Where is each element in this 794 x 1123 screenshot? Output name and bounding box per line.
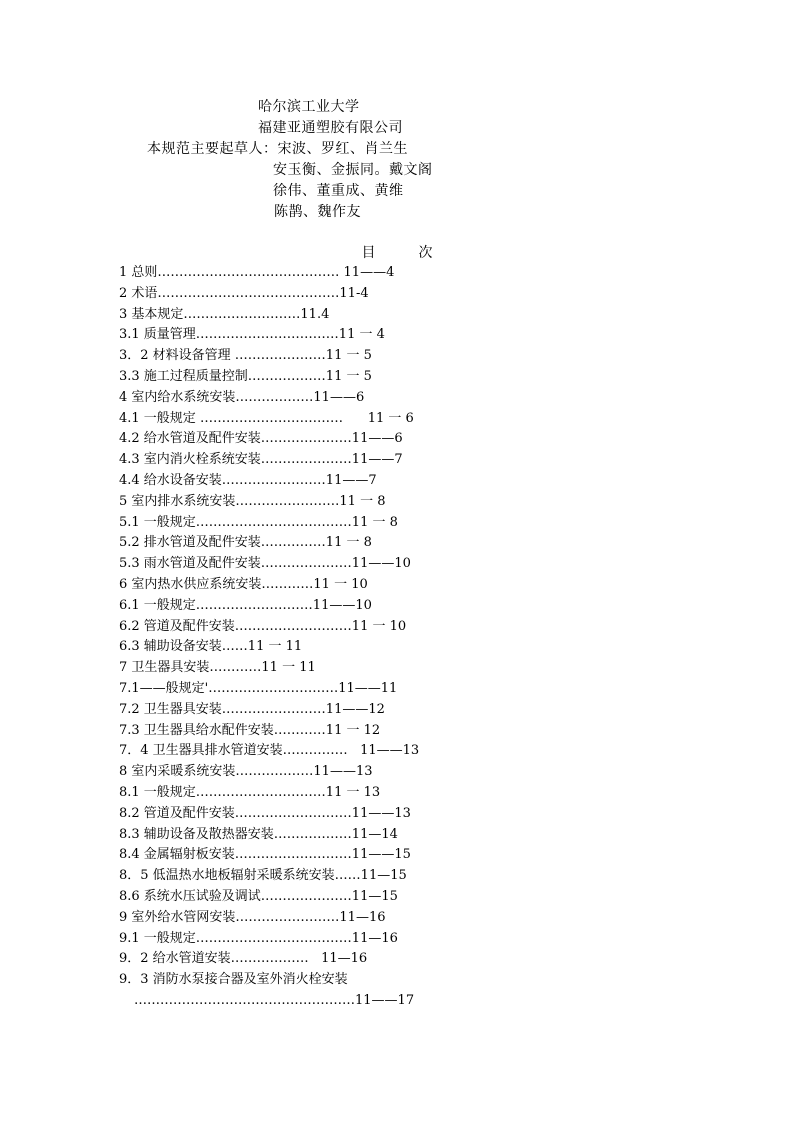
toc-entry: 6.3 辅助设备安装……11 一 11 (119, 639, 303, 654)
drafter-names-4: 陈鹊、魏作友 (274, 204, 361, 220)
toc-entry: 5.3 雨水管道及配件安装…………………11——10 (119, 556, 411, 571)
toc-entry: 7．4 卫生器具排水管道安装…………… 11——13 (119, 743, 420, 758)
toc-entry: 4.2 给水管道及配件安装…………………11——6 (119, 431, 403, 446)
toc-entry: 7.2 卫生器具安装……………………11——12 (119, 702, 385, 717)
toc-title-char-2: 次 (418, 245, 433, 261)
toc-entry: 6 室内热水供应系统安装…………11 一 10 (119, 577, 368, 592)
toc-entry: 7.1——般规定'…………………………11——11 (119, 681, 398, 696)
toc-entry: 1 总则…………………………………… 11——4 (119, 265, 395, 280)
toc-entry: 8.4 金属辐射板安装………………………11——15 (119, 847, 411, 862)
toc-entry: 7.3 卫生器具给水配件安装…………11 一 12 (119, 723, 381, 738)
toc-entry: 5.2 排水管道及配件安装……………11 一 8 (119, 535, 372, 550)
toc-entry: 3 基本规定………………………11.4 (119, 307, 330, 322)
toc-entry: ……………………………………………11——17 (134, 993, 415, 1008)
drafter-names-3: 徐伟、董重成、黄维 (273, 183, 404, 199)
toc-entry: 8.3 辅助设备及散热器安装………………11—14 (119, 827, 398, 842)
toc-entry: 8.1 一般规定…………………………11 一 13 (119, 785, 381, 800)
drafter-org-1: 哈尔滨工业大学 (258, 99, 360, 115)
toc-entry: 3.3 施工过程质量控制………………11 一 5 (119, 369, 372, 384)
toc-entry: 9．2 给水管道安装……………… 11—16 (119, 951, 368, 966)
drafter-names-2: 安玉衡、金振同。戴文阁 (273, 162, 433, 178)
toc-entry: 9 室外给水管网安装……………………11—16 (119, 910, 386, 925)
toc-entry: 6.1 一般规定………………………11——10 (119, 598, 372, 613)
toc-entry: 8 室内采暖系统安装………………11——13 (119, 764, 373, 779)
toc-entry: 4.4 给水设备安装……………………11——7 (119, 473, 377, 488)
toc-entry: 3.1 质量管理……………………………11 一 4 (119, 327, 385, 342)
toc-entry: 7 卫生器具安装…………11 一 11 (119, 660, 316, 675)
toc-entry: 6.2 管道及配件安装………………………11 一 10 (119, 619, 407, 634)
toc-entry: 8.6 系统水压试验及调试…………………11—15 (119, 889, 398, 904)
toc-entry: 9．3 消防水泵接合器及室外消火栓安装 (119, 972, 348, 987)
toc-entry: 4.1 一般规定 …………………………… 11 一 6 (119, 411, 414, 426)
drafter-org-2: 福建亚通塑胶有限公司 (258, 120, 403, 136)
toc-entry: 5 室内排水系统安装……………………11 一 8 (119, 494, 386, 509)
toc-entry: 4.3 室内消火栓系统安装…………………11——7 (119, 452, 403, 467)
toc-title (0, 244, 794, 262)
toc-entry: 9.1 一般规定………………………………11—16 (119, 931, 398, 946)
toc-title-char-1: 目 (361, 245, 376, 261)
drafter-label-line: 本规范主要起草人：宋波、罗红、肖兰生 (147, 141, 408, 157)
toc-entry: 4 室内给水系统安装………………11——6 (119, 390, 365, 405)
toc-entry: 5.1 一般规定………………………………11 一 8 (119, 515, 398, 530)
toc-entry: 8.2 管道及配件安装………………………11——13 (119, 806, 411, 821)
toc-entry: 3．2 材料设备管理 …………………11 一 5 (119, 348, 372, 363)
toc-entry: 2 术语……………………………………11-4 (119, 286, 369, 301)
toc-entry: 8．5 低温热水地板辐射采暖系统安装……11—15 (119, 868, 407, 883)
